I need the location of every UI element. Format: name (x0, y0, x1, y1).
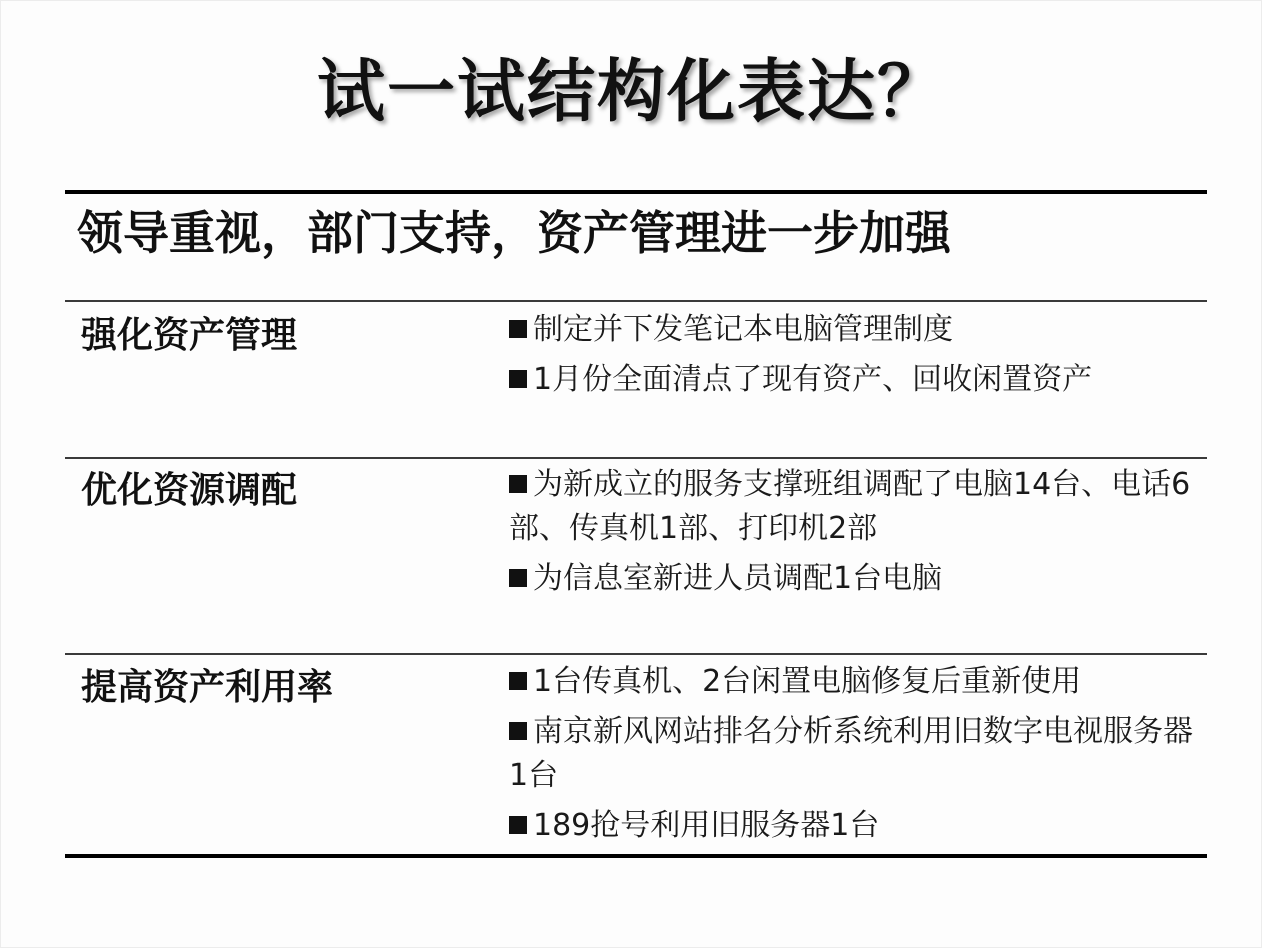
section-divider (65, 300, 1207, 302)
list-item: 制定并下发笔记本电脑管理制度 (509, 308, 1199, 352)
square-bullet-icon (509, 569, 527, 587)
square-bullet-icon (509, 475, 527, 493)
list-item: 南京新风网站排名分析系统利用旧数字电视服务器1台 (509, 714, 1193, 793)
list-item: 为新成立的服务支撑班组调配了电脑14台、电话6部、传真机1部、打印机2部 (509, 467, 1191, 546)
list-item: 189抢号利用旧服务器1台 (509, 804, 1199, 848)
section-label-strengthen-asset-management: 强化资产管理 (81, 315, 298, 356)
slide-title: 试一试结构化表达？ (316, 53, 947, 132)
list-item: 1台传真机、2台闲置电脑修复后重新使用 (509, 660, 1199, 704)
section-label-improve-asset-utilization: 提高资产利用率 (81, 667, 334, 708)
square-bullet-icon (509, 816, 527, 834)
square-bullet-icon (509, 320, 527, 338)
section-label-optimize-resource-allocation: 优化资源调配 (81, 470, 298, 511)
section-divider (65, 457, 1207, 459)
bottom-rule (65, 854, 1207, 858)
section-divider (65, 653, 1207, 655)
section-items-improve-asset-utilization (509, 660, 1199, 854)
square-bullet-icon (509, 722, 527, 740)
square-bullet-icon (509, 672, 527, 690)
list-item: 为信息室新进人员调配1台电脑 (509, 557, 1199, 601)
section-items-optimize-resource-allocation (509, 463, 1199, 607)
list-item: 1月份全面清点了现有资产、回收闲置资产 (509, 358, 1199, 402)
top-rule (65, 190, 1207, 194)
section-items-strengthen-asset-management (509, 308, 1199, 408)
slide-subtitle: 领导重视，部门支持，资产管理进一步加强 (77, 206, 951, 260)
square-bullet-icon (509, 370, 527, 388)
